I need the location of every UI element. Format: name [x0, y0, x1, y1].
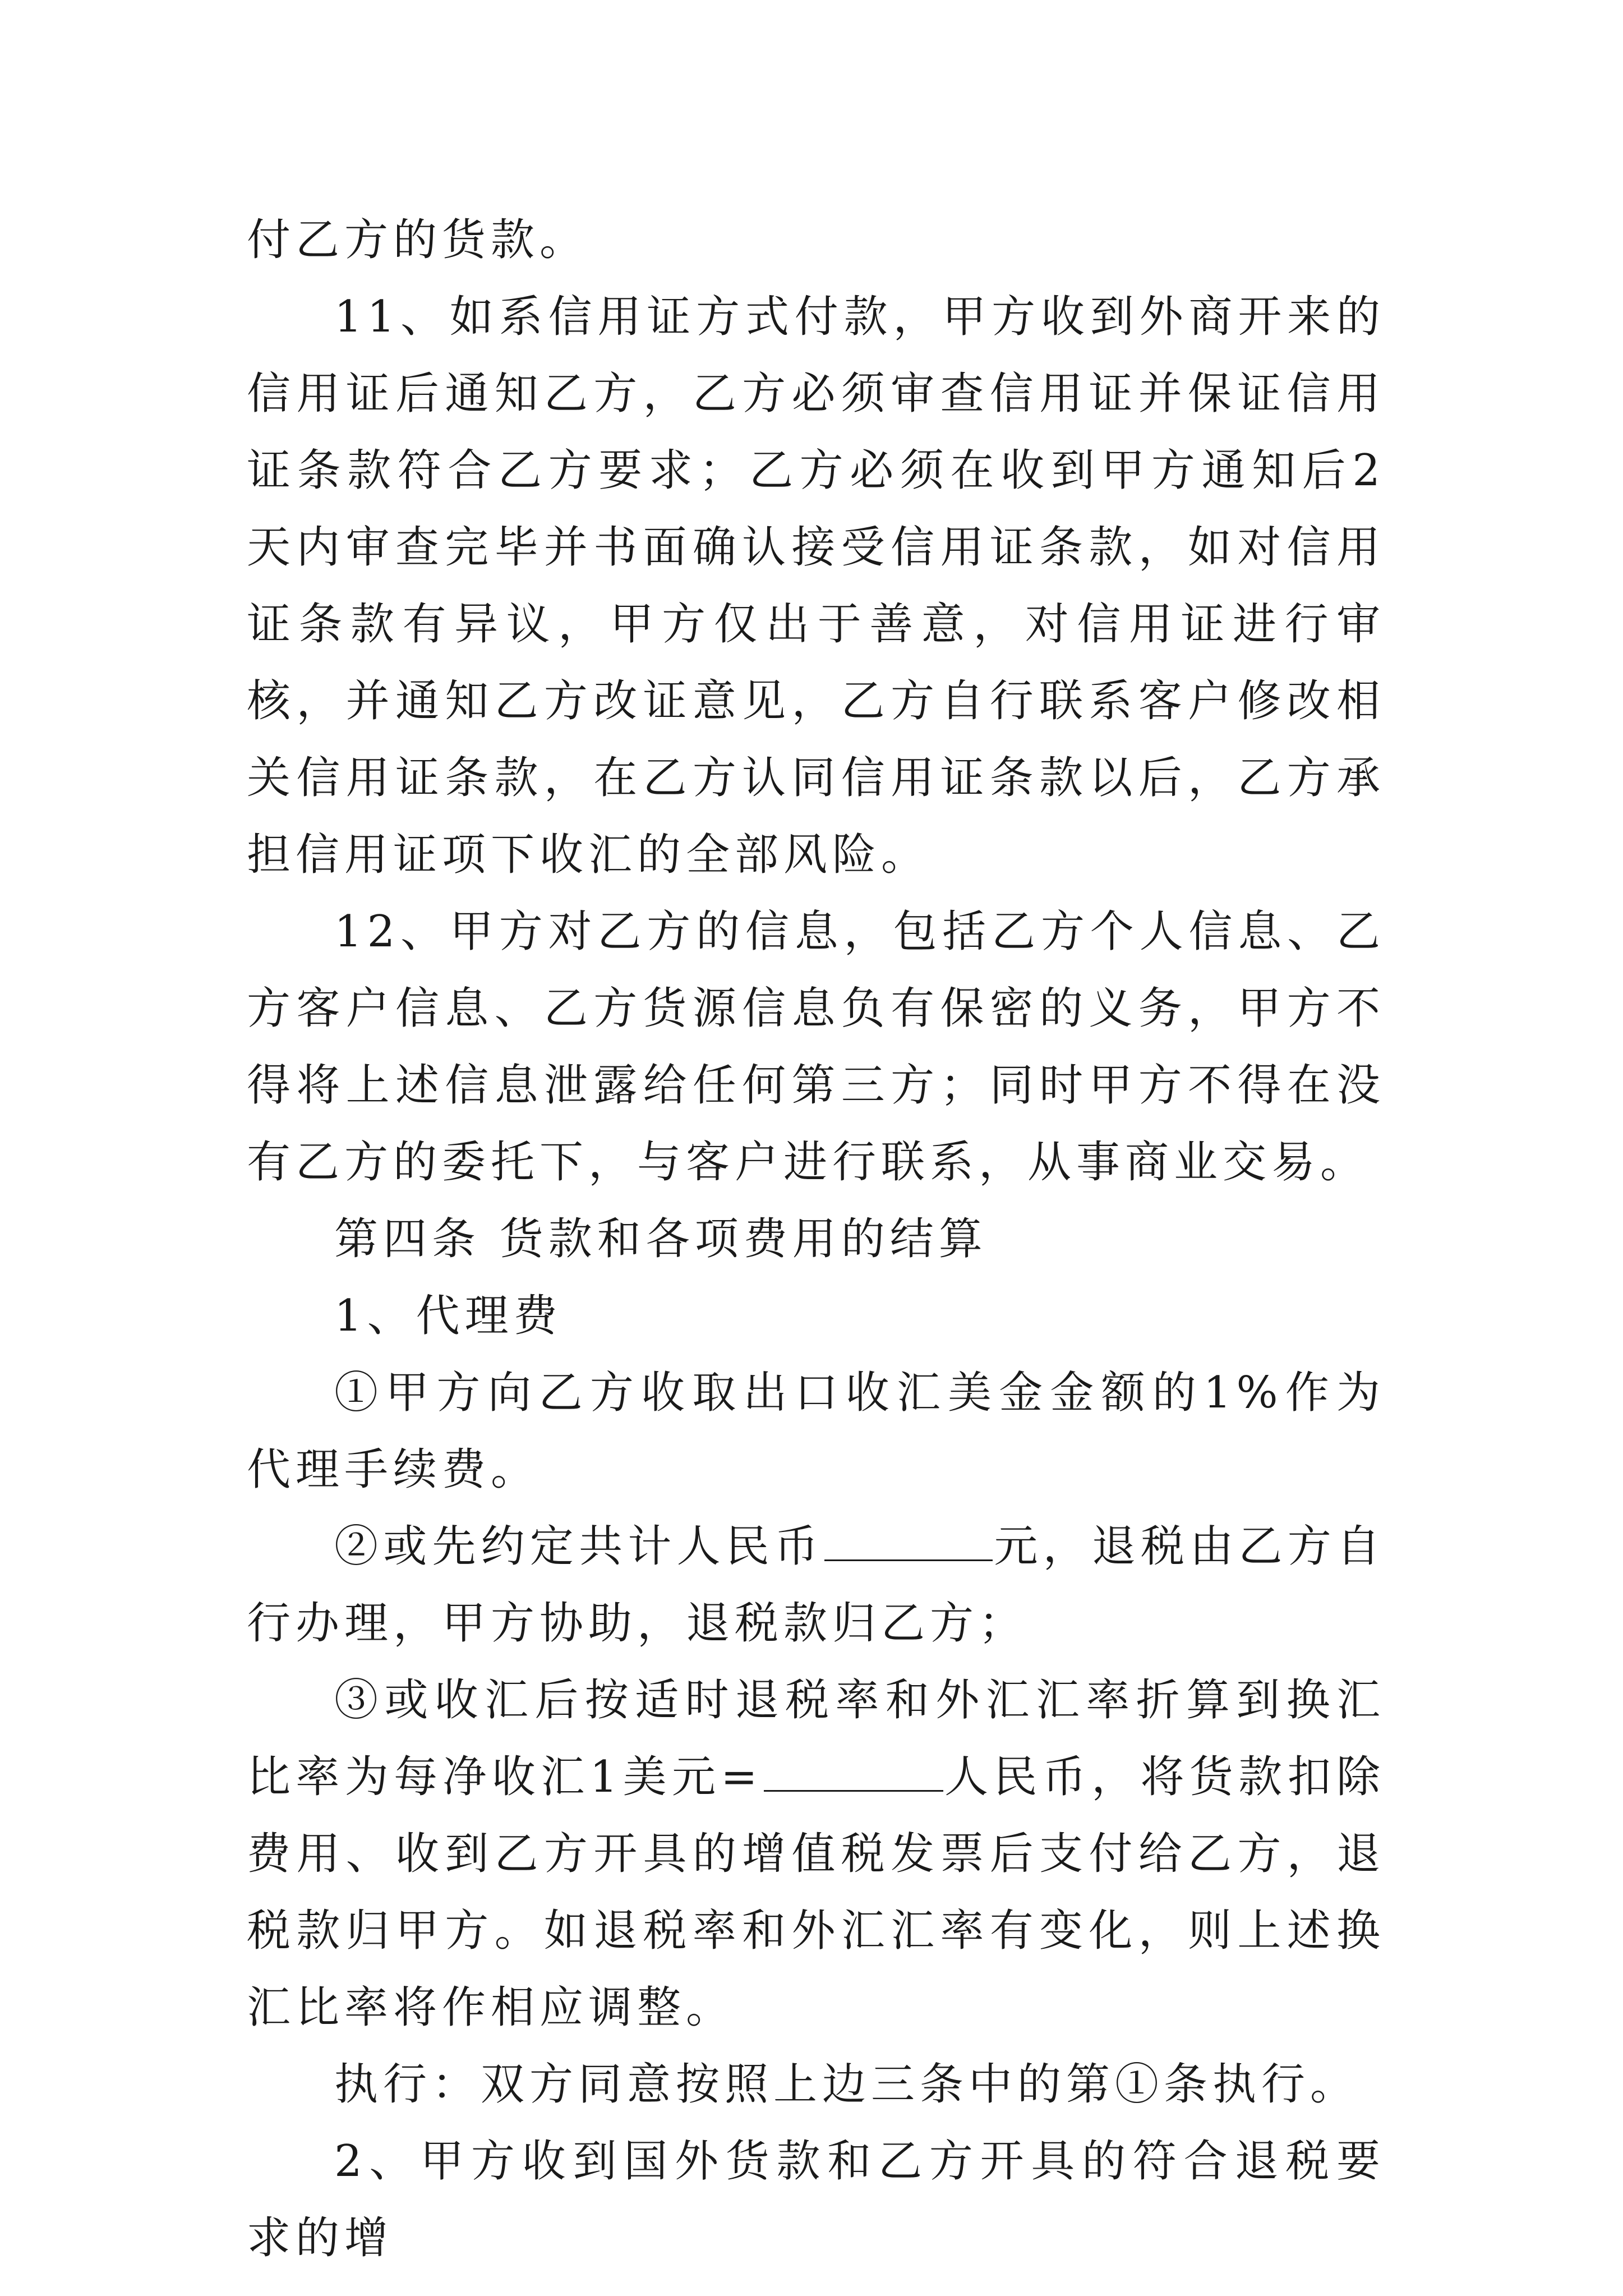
- clause-2-paragraph: 2、甲方收到国外货款和乙方开具的符合退税要求的增: [247, 2136, 1385, 2263]
- fee-option-2: [247, 1508, 1385, 1662]
- clause-12-paragraph: 12、甲方对乙方的信息，包括乙方个人信息、乙方客户信息、乙方货源信息负有保密的义务，甲方不得将上述信息泄露给任何第三方；同时甲方不得在没有乙方的委托下，与客户进行联系，从事商业交易。: [247, 907, 1385, 1188]
- article-4-heading: 第四条 货款和各项费用的结算: [334, 1214, 988, 1264]
- exchange-rate-blank: [764, 1756, 943, 1792]
- fee-option-3-after: 人民币，将货款扣除费用、收到乙方开具的增值税发票后支付给乙方，退税款归甲方。如退税率和外汇汇率有变化，则上述换汇比率将作相应调整。: [247, 1752, 1385, 2033]
- fee-option-3: [247, 1662, 1385, 2046]
- clause-11-paragraph: 11、如系信用证方式付款，甲方收到外商开来的信用证后通知乙方，乙方必须审查信用证并保证信用证条款符合乙方要求；乙方必须在收到甲方通知后2天内审查完毕并书面确认接受信用证条款，如对信用证条款有异议，甲方仅出于善意，对信用证进行审核，并通知乙方改证意见，乙方自行联系客户修改相关信用证条款，在乙方认同信用证条款以后，乙方承担信用证项下收汇的全部风险。: [247, 292, 1385, 880]
- fee-option-1: ①甲方向乙方收取出口收汇美金金额的1%作为代理手续费。: [247, 1368, 1385, 1495]
- fee-option-3-before: ③或收汇后按适时退税率和外汇汇率折算到换汇比率为每净收汇1美元=: [247, 1675, 1385, 1802]
- agency-fee-heading: 1、代理费: [334, 1291, 562, 1341]
- fee-option-2-before: ②或先约定共计人民币: [334, 1521, 824, 1572]
- execution-paragraph: 执行：双方同意按照上边三条中的第①条执行。: [334, 2059, 1359, 2110]
- amount-blank: [824, 1526, 993, 1561]
- document-body: [247, 202, 1385, 2277]
- fee-option-2-after: 元，退税由乙方自行办理，甲方协助，退税款归乙方；: [247, 1521, 1385, 1649]
- paragraph-continuation: 付乙方的货款。: [247, 215, 589, 265]
